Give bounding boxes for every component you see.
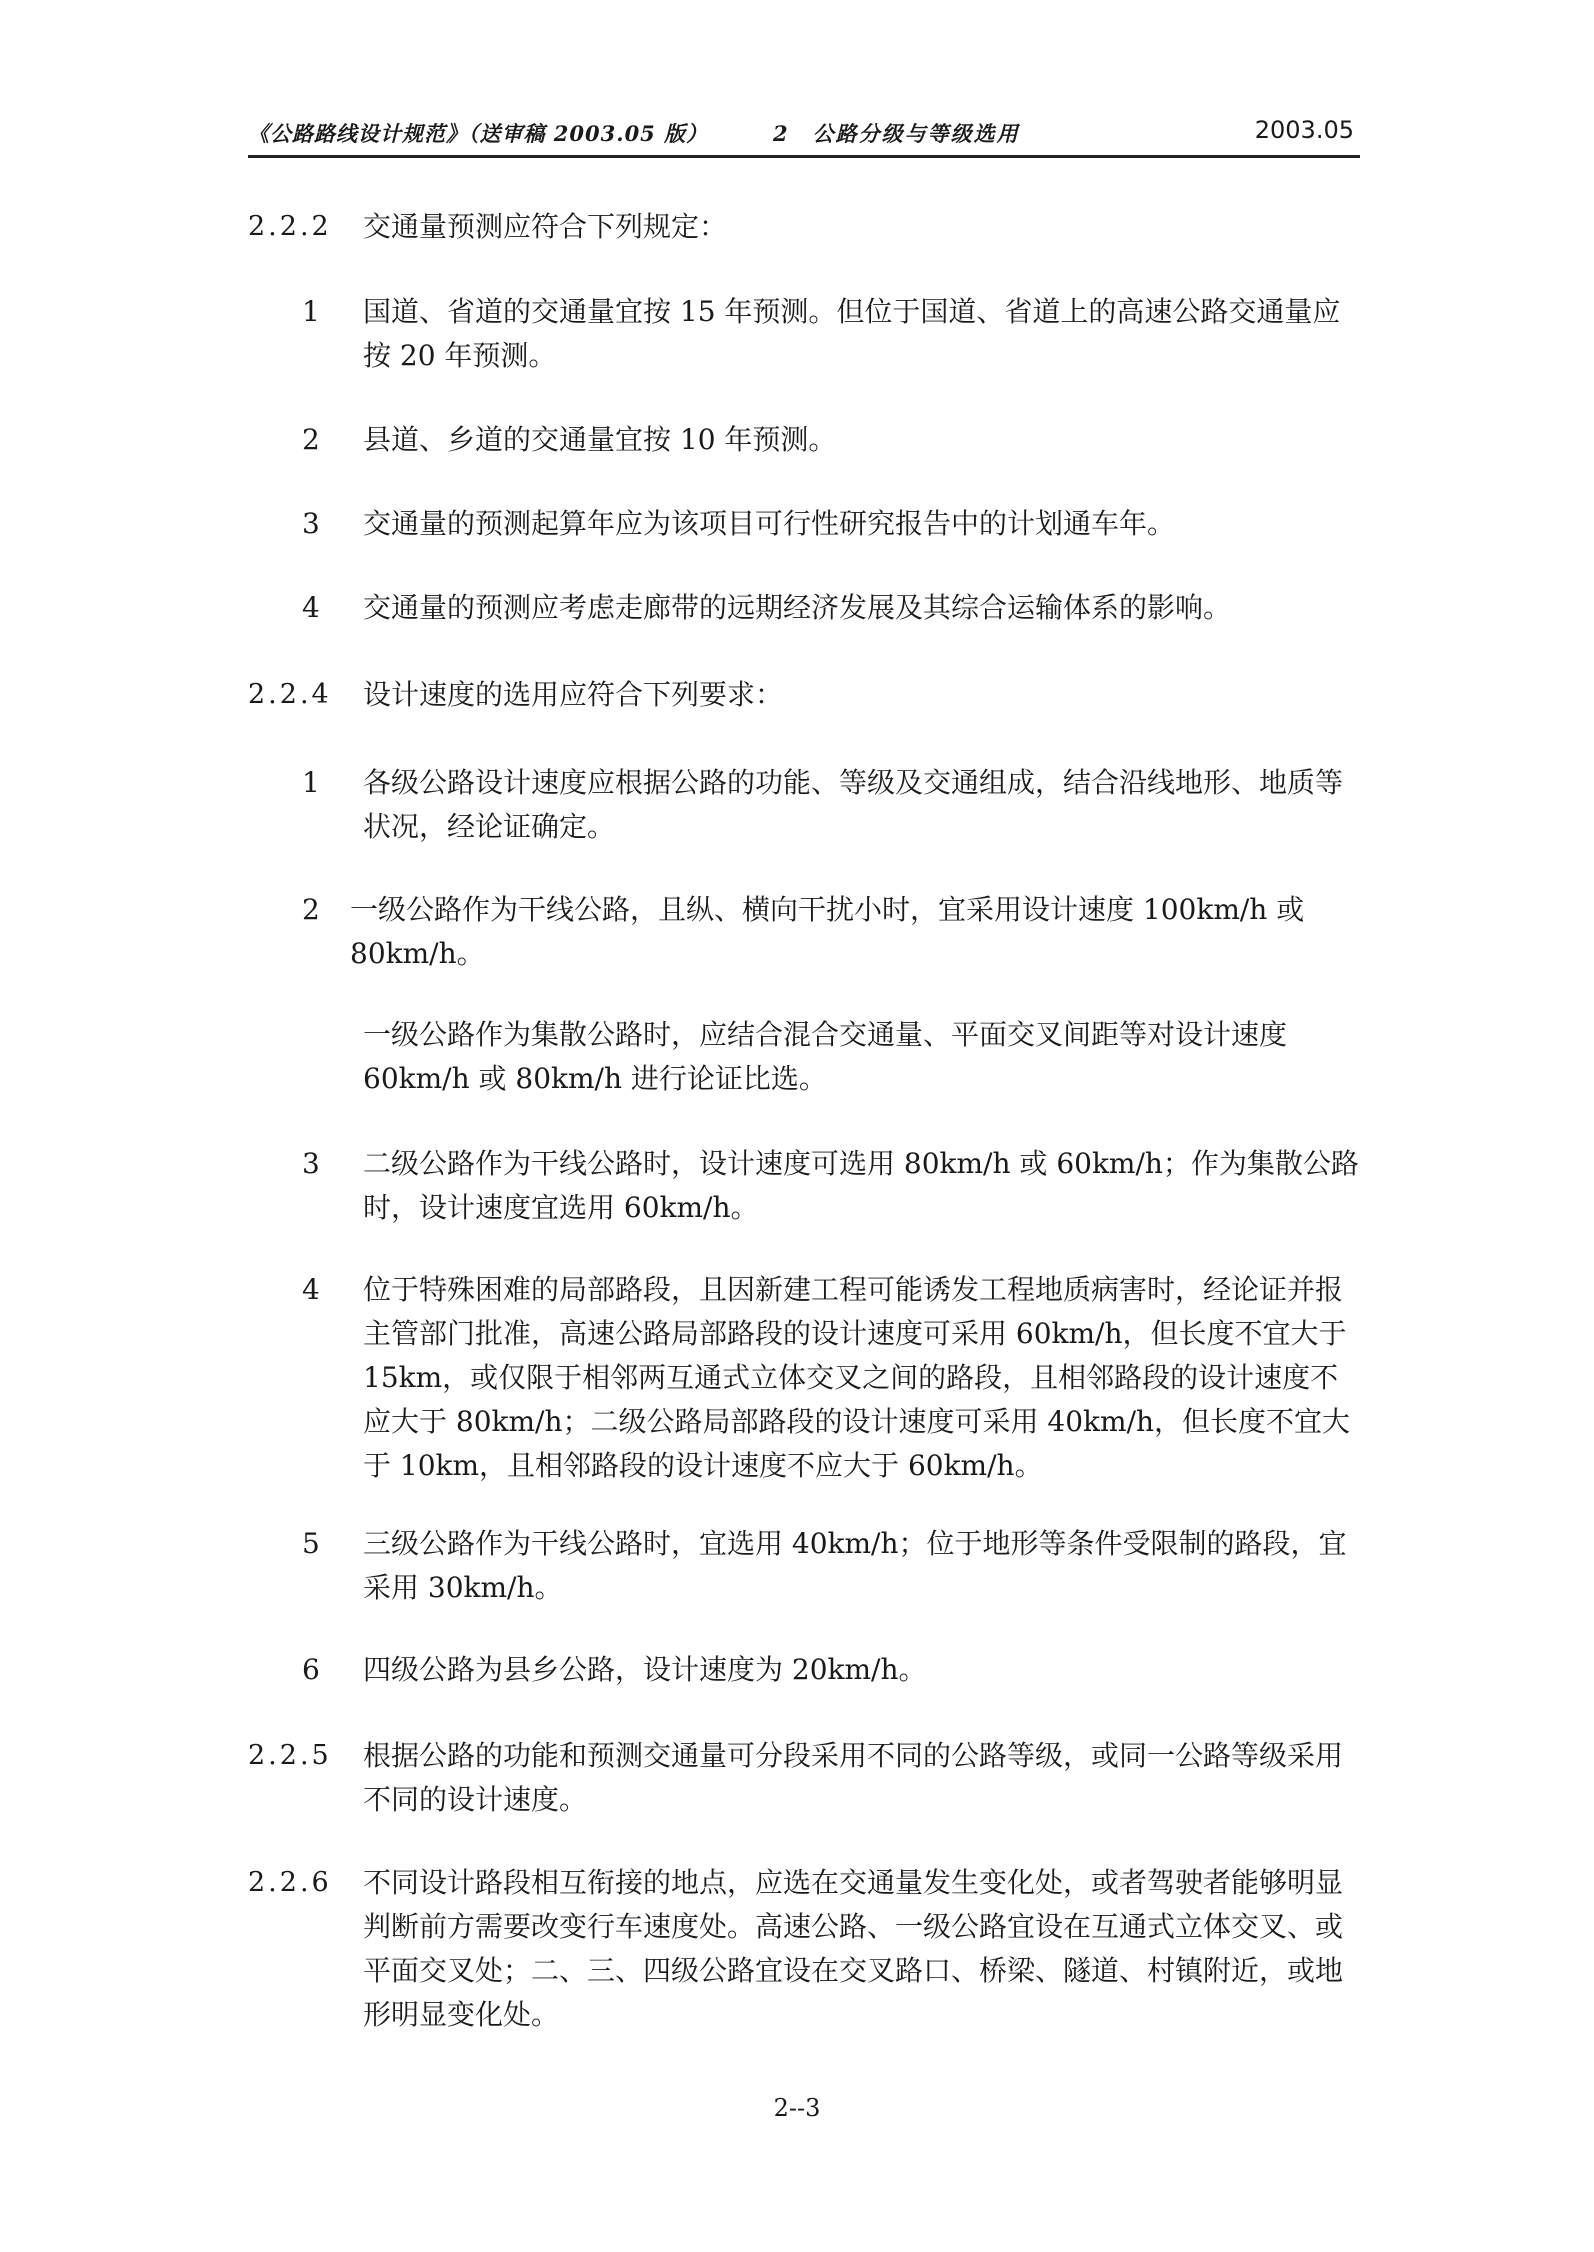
page-number: 2--3	[773, 2094, 821, 2122]
item-number: 4	[302, 591, 320, 624]
item-text: 位于特殊困难的局部路段，且因新建工程可能诱发工程地质病害时，经论证并报主管部门批准，高速公路局部路段的设计速度可采用 60km/h，但长度不宜大于 15km，或仅限于相邻两互通式立体交叉之间的路段，且相邻路段的设计速度不应大于 80km/h；二级公路局部路段的设计速度可采用 40km/h，但长度不宜大于 10km，且相邻路段的设计速度不应大于 60km/h。	[363, 1273, 1351, 1482]
clause-text: 根据公路的功能和预测交通量可分段采用不同的公路等级，或同一公路等级采用不同的设计速度。	[363, 1739, 1344, 1816]
item-number: 2	[302, 423, 320, 456]
item-number: 5	[302, 1527, 320, 1560]
item-number: 4	[302, 1273, 320, 1306]
clause-number: 2.2.4	[248, 679, 332, 710]
item-text: 交通量的预测起算年应为该项目可行性研究报告中的计划通车年。	[363, 507, 1176, 540]
item-number: 1	[302, 766, 320, 799]
item-number: 6	[302, 1653, 320, 1686]
header-document-title: 《公路路线设计规范》（送审稿 2003.05 版）	[248, 121, 709, 146]
item-text: 一级公路作为干线公路，且纵、横向干扰小时，宜采用设计速度 100km/h 或 80km/h。	[350, 893, 1305, 970]
item-text: 三级公路作为干线公路时，宜选用 40km/h；位于地形等条件受限制的路段，宜采用 30km/h。	[363, 1527, 1347, 1604]
header-chapter-title: 2 公路分级与等级选用	[773, 121, 1020, 146]
clause-number: 2.2.5	[248, 1740, 332, 1771]
item-text-continuation: 一级公路作为集散公路时，应结合混合交通量、平面交叉间距等对设计速度 60km/h 或 80km/h 进行论证比选。	[363, 1018, 1288, 1095]
clause-text: 交通量预测应符合下列规定：	[363, 210, 728, 243]
item-text: 国道、省道的交通量宜按 15 年预测。但位于国道、省道上的高速公路交通量应按 20 年预测。	[363, 295, 1341, 372]
running-header	[248, 118, 1360, 158]
clause-number: 2.2.6	[248, 1867, 332, 1898]
item-text: 县道、乡道的交通量宜按 10 年预测。	[363, 423, 837, 456]
item-number: 3	[302, 1147, 320, 1180]
item-text: 二级公路作为干线公路时，设计速度可选用 80km/h 或 60km/h；作为集散公路时，设计速度宜选用 60km/h。	[363, 1147, 1359, 1224]
item-text: 交通量的预测应考虑走廊带的远期经济发展及其综合运输体系的影响。	[363, 591, 1232, 624]
clause-number: 2.2.2	[248, 211, 332, 242]
item-text: 各级公路设计速度应根据公路的功能、等级及交通组成，结合沿线地形、地质等状况，经论证确定。	[363, 766, 1344, 843]
header-date: 2003.05	[1254, 116, 1354, 144]
item-number: 2	[302, 893, 320, 926]
header-divider	[248, 155, 1360, 158]
clause-text: 不同设计路段相互衔接的地点，应选在交通量发生变化处，或者驾驶者能够明显判断前方需要改变行车速度处。高速公路、一级公路宜设在互通式立体交叉、或平面交叉处；二、三、四级公路宜设在交叉路口、桥梁、隧道、村镇附近，或地形明显变化处。	[363, 1866, 1344, 2031]
item-number: 3	[302, 507, 320, 540]
clause-text: 设计速度的选用应符合下列要求：	[363, 678, 784, 711]
item-text: 四级公路为县乡公路，设计速度为 20km/h。	[363, 1653, 927, 1686]
item-number: 1	[302, 295, 320, 328]
